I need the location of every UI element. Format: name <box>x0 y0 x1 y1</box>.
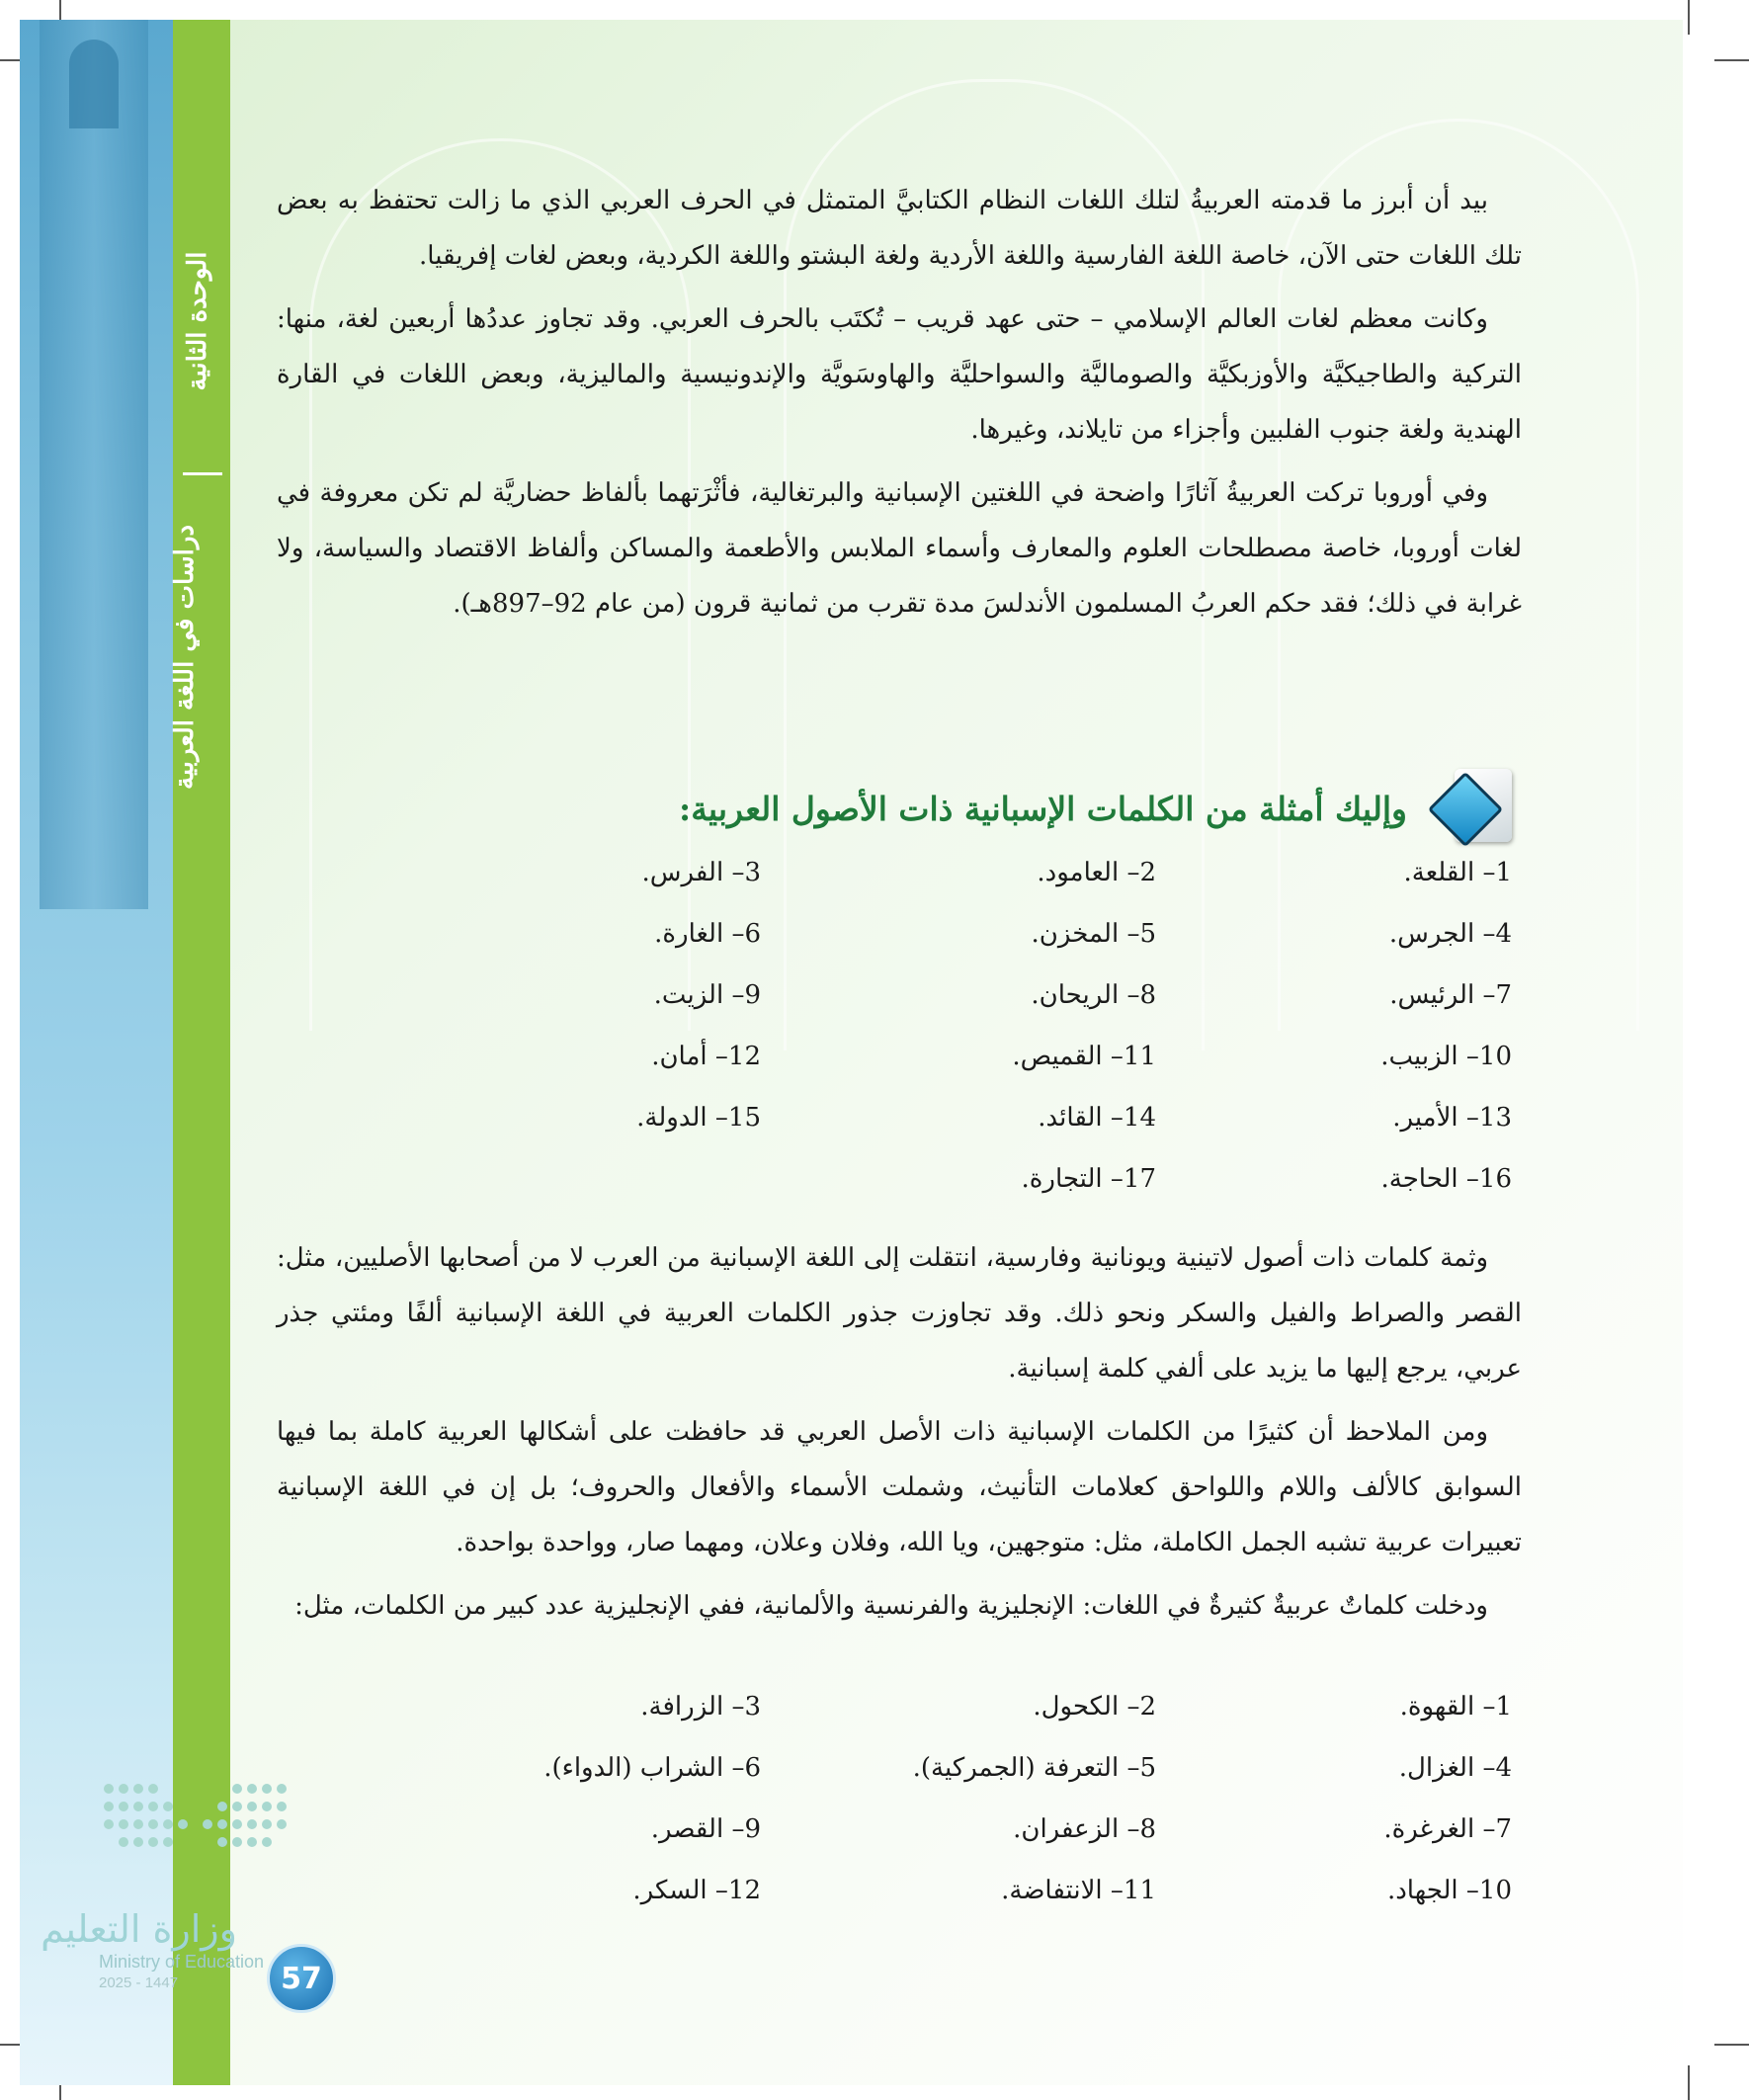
list-item: 7– الغرغرة. <box>1383 1814 1512 1844</box>
intro-text <box>277 173 1522 639</box>
paragraph: وكانت معظم لغات العالم الإسلامي – حتى عهد قريب – تُكتَب بالحرف العربي. وقد تجاوز عددُها أربعين لغة، منها: التركية والطاجيكيَّة والأوزبكيَّة والصوماليَّة والسواحليَّة والهاوسَويَّة والإندونيسية والماليزية، وبعض اللغات في القارة الهندية ولغة جنوب الفلبين وأجزاء من تايلاند، وغيرها. <box>277 304 1522 445</box>
list-item: 10– الجهاد. <box>1386 1876 1512 1905</box>
section-heading-text: وإليك أمثلة من الكلمات الإسبانية ذات الأصول العربية: <box>679 789 1407 828</box>
ministry-name-english: Ministry of Education <box>99 1952 265 1972</box>
paragraph: وفي أوروبا تركت العربيةُ آثارًا واضحة في اللغتين الإسبانية والبرتغالية، فأثْرَتهما بألفاظ حضاريَّة لم تكن معروفة في لغات أوروبا، خاصة مصطلحات العلوم والمعارف وأسماء الملابس والأطعمة والمساكن وألفاظ الاقتصاد والسياسة، ولا غرابة في ذلك؛ فقد حكم العربُ المسلمون الأندلسَ مدة تقرب من ثمانية قرون (من عام 92–897هـ). <box>277 478 1522 619</box>
book-title: دراسات في اللغة العربية <box>170 524 200 791</box>
list-item: 6– الشراب (الدواء). <box>543 1753 761 1783</box>
english-words-list <box>425 1692 1512 1937</box>
list-item: 16– الحاجة. <box>1380 1164 1512 1194</box>
list-row <box>425 1692 1512 1753</box>
paragraph: ومن الملاحظ أن كثيرًا من الكلمات الإسبانية ذات الأصل العربي قد حافظت على أشكالها العربية كاملة بما فيها السوابق كالألف واللام واللواحق كعلامات التأنيث، وشملت الأسماء والأفعال والحروف؛ بل إن في اللغة الإسبانية تعبيرات عربية تشبه الجمل الكاملة، مثل: متوجهين، ويا الله، وفلان وعلان، ومهما صار، وواحدة بواحدة. <box>277 1417 1522 1557</box>
list-item: 6– الغارة. <box>654 919 761 949</box>
list-item: 8– الزعفران. <box>1013 1814 1156 1844</box>
list-row <box>425 858 1512 919</box>
spanish-words-list <box>425 858 1512 1225</box>
ministry-logo-icon <box>99 1779 326 1868</box>
list-item: 10– الزبيب. <box>1380 1042 1512 1071</box>
list-item: 8– الريحان. <box>1031 980 1156 1010</box>
diamond-folder-icon <box>1425 765 1512 852</box>
list-item: 17– التجارة. <box>1021 1164 1156 1194</box>
section-heading <box>679 769 1512 848</box>
list-row <box>425 1876 1512 1937</box>
list-row <box>425 1753 1512 1814</box>
list-item: 4– الجرس. <box>1388 919 1512 949</box>
crop-mark <box>1688 2065 1690 2100</box>
list-row <box>425 1164 1512 1225</box>
crop-mark <box>1714 59 1749 61</box>
paragraph: ودخلت كلماتٌ عربيةٌ كثيرةٌ في اللغات: الإنجليزية والفرنسية والألمانية، ففي الإنجليزية عدد كبير من الكلمات، مثل: <box>294 1591 1488 1621</box>
list-item: 4– الغزال. <box>1398 1753 1512 1783</box>
list-item: 2– العامود. <box>1037 858 1156 887</box>
list-item: 11– الانتفاضة. <box>1001 1876 1156 1905</box>
body-text <box>277 1230 1522 1641</box>
list-item: 15– الدولة. <box>636 1103 761 1133</box>
list-item: 14– القائد. <box>1038 1103 1156 1133</box>
list-row <box>425 919 1512 980</box>
ministry-logo <box>99 1779 326 1927</box>
list-item: 5– التعرفة (الجمركية). <box>912 1753 1156 1783</box>
list-row <box>425 1042 1512 1103</box>
list-item: 9– الزيت. <box>653 980 761 1010</box>
list-item: 5– المخزن. <box>1031 919 1156 949</box>
unit-title: الوحدة الثانية <box>183 251 212 391</box>
list-item: 12– السكر. <box>632 1876 761 1905</box>
minaret-tower <box>40 20 148 909</box>
crop-mark <box>1688 0 1690 35</box>
list-row <box>425 1103 1512 1164</box>
minaret-photo <box>20 20 173 2085</box>
crop-mark <box>1714 2044 1749 2046</box>
ministry-name-arabic: وزارة التعليم <box>41 1907 237 1951</box>
paragraph: بيد أن أبرز ما قدمته العربيةُ لتلك اللغات النظام الكتابيَّ المتمثل في الحرف العربي الذي ما زالت تحتفظ به بعض تلك اللغات حتى الآن، خاصة اللغة الفارسية واللغة الأردية ولغة البشتو واللغة الكردية، وبعض لغات إفريقيا. <box>277 186 1522 271</box>
list-item: 3– الزرافة. <box>640 1692 761 1722</box>
list-item: 3– الفرس. <box>641 858 761 887</box>
list-item: 11– القميص. <box>1012 1042 1156 1071</box>
list-row <box>425 1814 1512 1876</box>
paragraph: وثمة كلمات ذات أصول لاتينية ويونانية وفارسية، انتقلت إلى اللغة الإسبانية من العرب لا من أصحابها الأصليين، مثل: القصر والصراط والفيل والسكر ونحو ذلك. وقد تجاوزت جذور الكلمات العربية في اللغة الإسبانية ألفًا ومئتي جذر عربي، يرجع إليها ما يزيد على ألفي كلمة إسبانية. <box>277 1243 1522 1384</box>
list-row <box>425 980 1512 1042</box>
list-item: 13– الأمير. <box>1392 1103 1512 1133</box>
list-item: 1– القهوة. <box>1399 1692 1512 1722</box>
list-item: 12– أمان. <box>651 1042 761 1071</box>
page-number: 57 <box>267 1944 336 2013</box>
list-item: 1– القلعة. <box>1403 858 1512 887</box>
list-item: 2– الكحول. <box>1033 1692 1156 1722</box>
edition-year: 2025 - 1447 <box>99 1974 179 1991</box>
list-item: 9– القصر. <box>650 1814 761 1844</box>
list-item: 7– الرئيس. <box>1389 980 1512 1010</box>
minaret-cap <box>69 40 119 128</box>
